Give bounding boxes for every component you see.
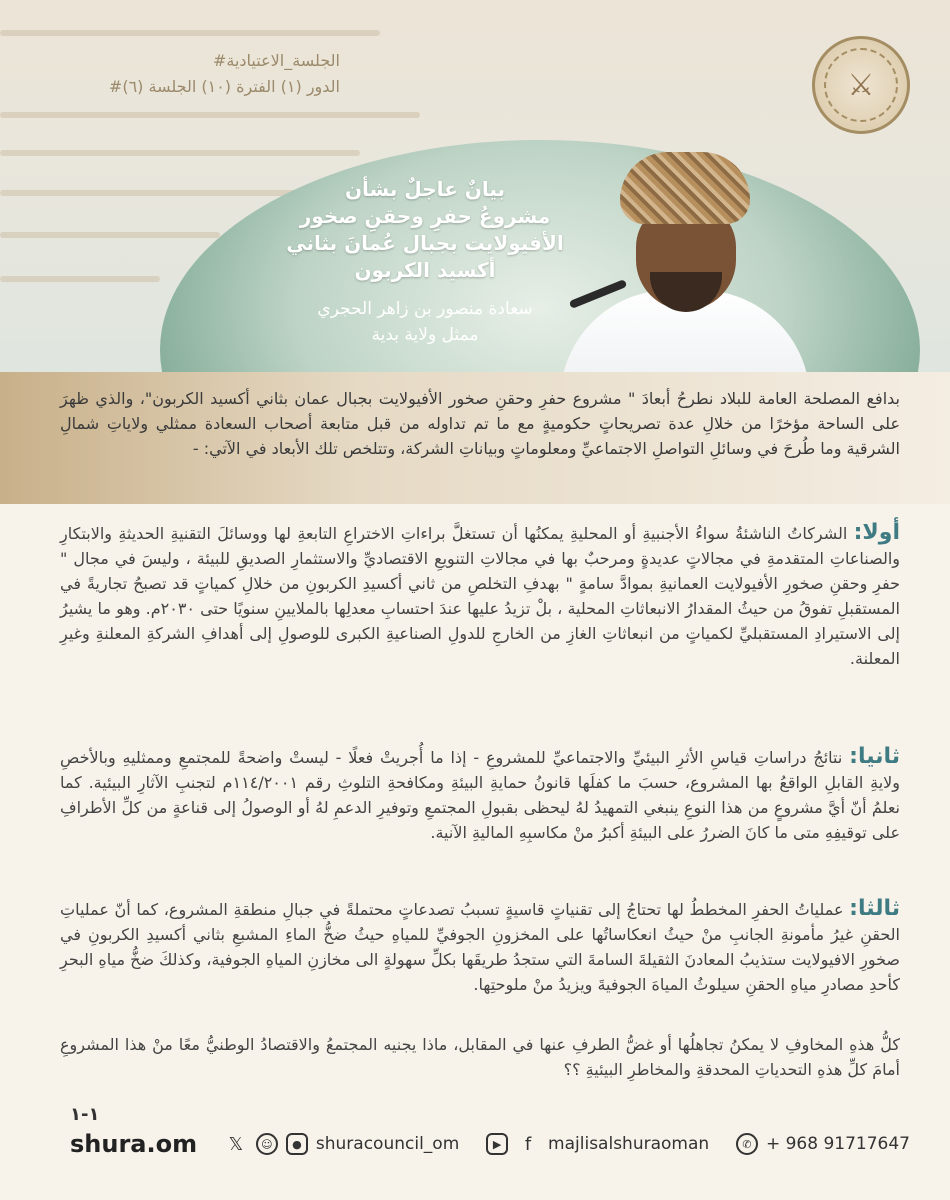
footer [70, 1124, 910, 1164]
section-lead: ثانيا: [849, 744, 900, 769]
youtube-icon[interactable]: ▶ [486, 1133, 508, 1155]
x-icon[interactable]: 𝕏 [228, 1133, 244, 1155]
section-lead: ثالثا: [849, 896, 900, 921]
section-text: عملياتُ الحفرِ المخططُ لها تحتاجُ إلى تقنياتٍ قاسيةٍ تسببُ تصدعاتٍ محتملةً في جبالِ منطقةِ المشروع، كما أنّ عملياتِ الحقنِ غيرُ مأمونةِ الجانبِ منْ حيثُ انعكاساتُها على المخزونِ الجوفيِّ للمياهِ حيثُ ضخُّ الماءِ المشبعِ بثاني أكسيدِ الكربونِ في صخورِ الافيولايت ستذيبُ المعادنَ الثقيلةَ السامةَ التي ستجدُ طريقَها بكلِّ سهولةٍ الى مخازنِ المياهِ الجوفية، وكذلكَ ضخُّ مياهِ البحرِ كأحدِ مصادرِ مياهِ الحقنِ سيلوثُ المياهَ الجوفيةَ ويزيدُ منْ ملوحتِها. [60, 900, 900, 994]
social-handle-two[interactable]: majlisalshuraoman [548, 1134, 710, 1154]
section-text: الشركاتُ الناشئةُ سواءُ الأجنبيةِ أو المحليةِ يمكنُها أن تستغلَّ براءاتِ الاختراعِ التابعةِ لها ووسائلَ التقنيةِ الحديثةِ والابتكارِ والصناعاتِ المتقدمةِ في مجالاتٍ عديدةٍ ومرحبٌ بها في مجالاتِ التنويعِ الاقتصاديِّ والاستثمارِ الصديقِ للبيئة ، وليسَ في مجال " حفرِ وحقنِ صخورِ الأفيولايت العمانيةِ بموادَّ سامةٍ " بهدفِ التخلصِ من ثاني أكسيدِ الكربونِ من خلالِ كمياتٍ قد تصبحُ تجاريةً في المستقبلِ تفوقُ من حيثُ المقدارُ الانبعاثاتِ المحلية ، بلْ تزيدُ عليها عندَ احتسابِ معدلِها بالملايينِ سنويًا حتى ٢٠٣٠م. وهو ما يشيرُ إلى الاستيرادِ المستقبليِّ لكمياتٍ من انبعاثاتِ الغازِ من الخارجِ للدولِ الصناعيةِ الكبرى للوصولِ إلى أهدافِ الشركةِ المعلنةِ وغيرِ المعلنة. [60, 524, 900, 668]
whatsapp-icon[interactable]: ✆ [736, 1133, 758, 1155]
member-role: ممثل ولاية بدية [371, 325, 479, 345]
hall-seat-row [0, 232, 220, 238]
facebook-icon[interactable]: f [524, 1133, 532, 1155]
member-name: سعادة منصور بن زاهر الحجري [317, 299, 533, 319]
hall-seat-row [0, 150, 360, 156]
social-group-one [224, 1132, 459, 1156]
section-second [60, 744, 900, 845]
section-third [60, 896, 900, 997]
snapchat-icon[interactable]: ☺ [256, 1133, 278, 1155]
phone-number[interactable]: + 968 91717647 [765, 1134, 910, 1154]
hashtag-term[interactable]: #الدور (١) الفترة (١٠) الجلسة (٦) [108, 77, 340, 96]
section-lead: أولا: [853, 520, 900, 545]
social-group-two [486, 1132, 709, 1156]
hashtags [40, 48, 340, 100]
closing-paragraph: كلُّ هذهِ المخاوفِ لا يمكنُ تجاهلُها أو غضُّ الطرفِ عنها في المقابل، ماذا يجنيه المجتمعُ والاقتصادُ الوطنيُّ معًا منْ هذا المشروعِ أمامَ كلِّ هذهِ التحدياتِ المحدقةِ والمخاطرِ البيئيةِ ؟؟ [60, 1035, 900, 1079]
hashtag-session[interactable]: #الجلسة_الاعتيادية [212, 51, 340, 70]
social-handle-one[interactable]: shuracouncil_om [315, 1134, 460, 1154]
instagram-icon[interactable]: ● [286, 1133, 308, 1155]
member-info [250, 296, 600, 348]
shura-emblem-icon [812, 36, 910, 134]
section-text: نتائجُ دراساتِ قياسِ الأثرِ البيئيِّ والاجتماعيِّ للمشروعِ - إذا ما أُجريتْ فعلًا - ليستْ واضحةً للمجتمعِ وممثليهِ وبالأخصِ ولايةِ القابلِ الواقعُ بها المشروع، حسبَ ما كفلَها قانونُ حمايةِ البيئةِ ومكافحةِ التلوثِ رقم ١١٤/٢٠٠١م لتجنبِ الآثارِ البيئية. كما نعلمُ أنّ أيَّ مشروعٍ من هذا النوعِ ينبغي التمهيدُ لهُ ليحظى بقبولِ المجتمعِ وتوفيرِ الدعمِ لهُ أو الوصولُ إلى قناعةٍ من كلِّ الأطرافِ على توقيفِهِ متى ما كانَ الضررُ على البيئةِ أكبرُ منْ مكاسبِهِ الماليةِ الآنية. [60, 748, 901, 842]
intro-paragraph: بدافع المصلحة العامة للبلاد نطرحُ أبعادَ " مشروع حفرِ وحقنِ صخور الأفيولايت بجبال عمان بثاني أكسيد الكربون"، والذي ظهرَ على الساحة مؤخرًا من خلالِ عدة تصريحاتٍ حكوميةٍ مع ما تم تداوله من قبل متابعة أصحاب السعادة ممثلي ولاياتِ شمالِ الشرقية وما طُرحَ في وسائلِ التواصلِ الاجتماعيِّ ومعلوماتٍ وبياناتِ الشركة، وتتلخص تلك الأبعاد في الآتي: - [60, 389, 900, 458]
statement-title: بيانٌ عاجلٌ بشأن مشروعُ حفرِ وحقنِ صخور الأفيولايت بجبال عُمانَ بثاني أكسيد الكربون [286, 177, 564, 282]
intro-band [0, 372, 950, 504]
page-number: ١-١ [70, 1104, 100, 1125]
hall-seat-row [0, 276, 160, 282]
whatsapp-group [736, 1133, 910, 1155]
member-portrait [560, 140, 810, 372]
website-link[interactable]: shura.om [70, 1130, 198, 1158]
hall-seat-row [0, 112, 420, 118]
hall-seat-row [0, 30, 380, 36]
emblem-icon: ⚔ [824, 48, 898, 122]
section-first [60, 520, 900, 671]
header-banner [0, 0, 950, 372]
